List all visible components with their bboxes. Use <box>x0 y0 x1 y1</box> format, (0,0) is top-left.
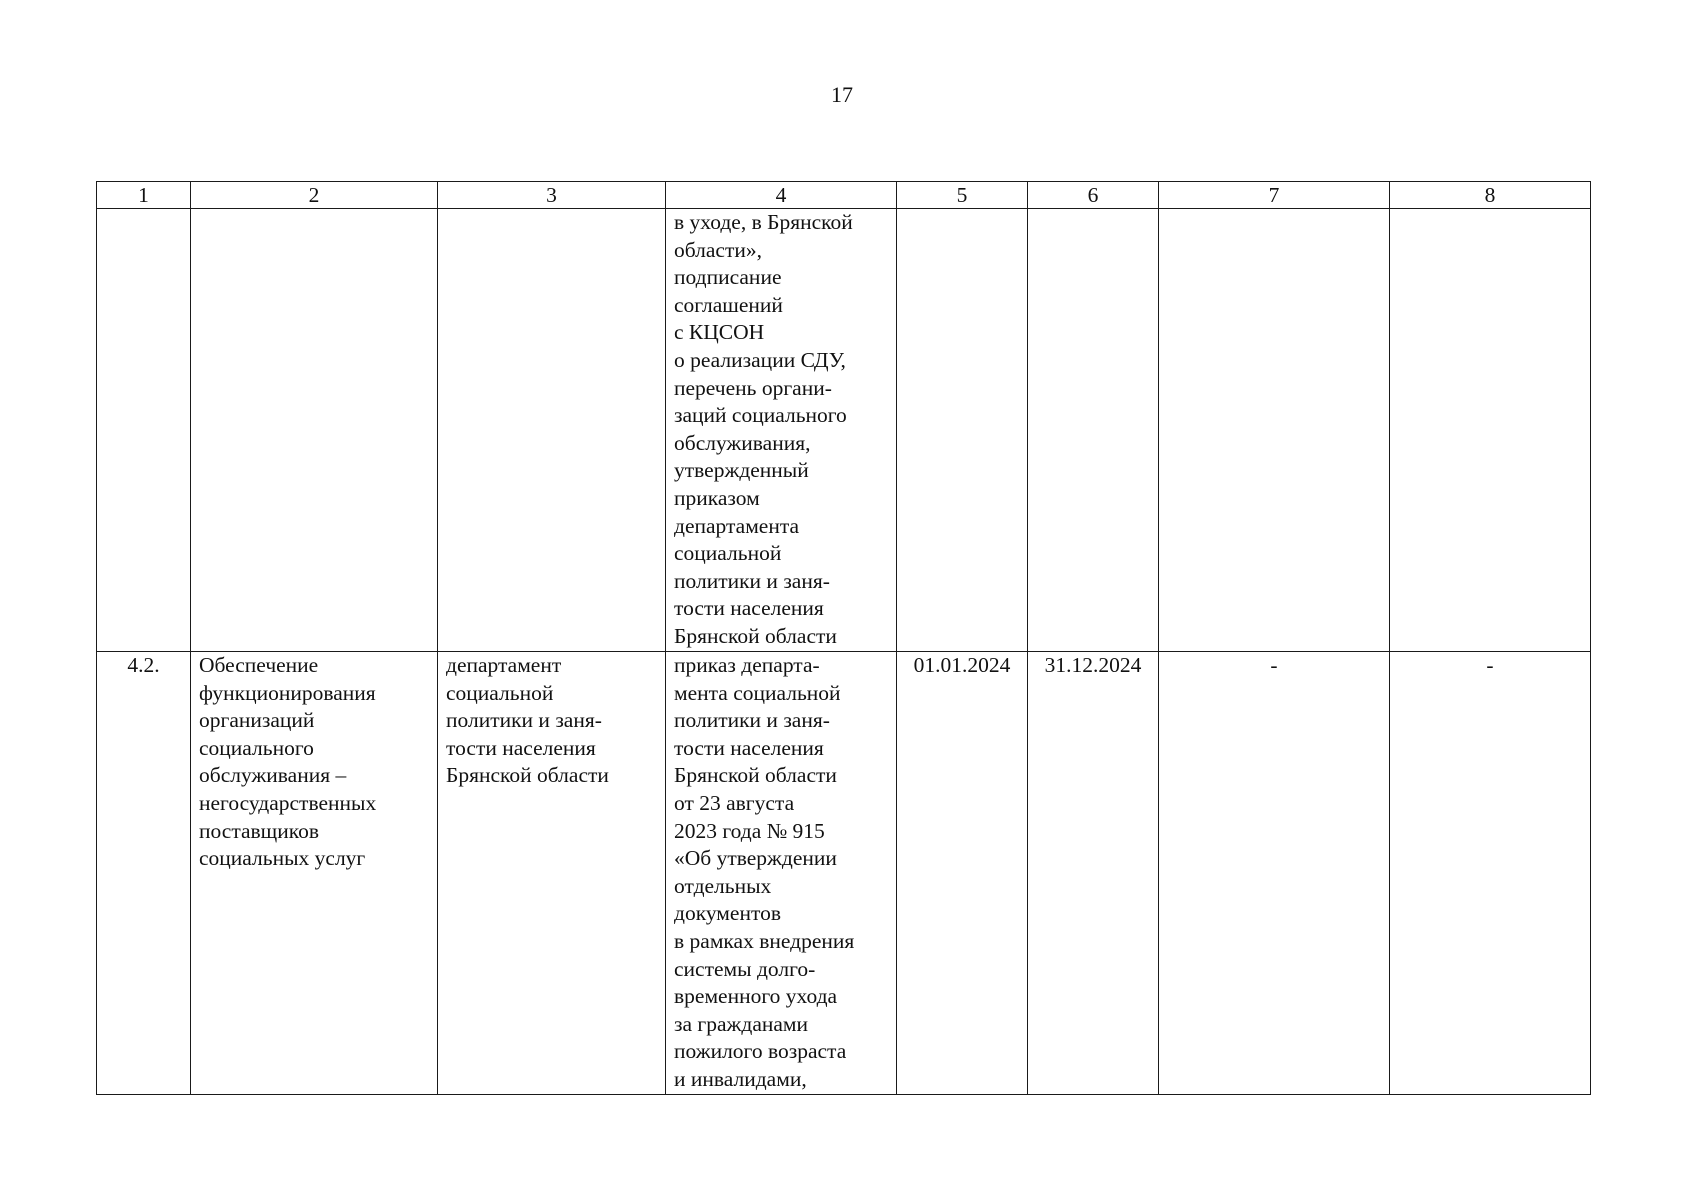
text-line: перечень органи- <box>674 375 832 400</box>
text-line: негосударственных <box>199 790 377 815</box>
text-line: департамента <box>674 513 800 538</box>
text-line: политики и заня- <box>674 568 830 593</box>
text-line: Обеспечение <box>199 653 319 677</box>
text-line: документов <box>674 901 781 926</box>
document-reference <box>674 652 888 1094</box>
text-line: в рамках внедрения <box>674 928 855 953</box>
table-cell-empty <box>1159 209 1390 652</box>
text-line: временного ухода <box>674 984 838 1009</box>
text-line: в уходе, в Брянской <box>674 210 853 234</box>
column-header: 4 <box>666 182 897 209</box>
table-header-row <box>97 182 1591 209</box>
text-line: социальных услуг <box>199 846 366 871</box>
text-line: приказом <box>674 485 760 510</box>
table-cell-empty <box>438 209 666 652</box>
table-cell-empty <box>897 209 1028 652</box>
text-line: социального <box>199 735 314 760</box>
text-line: подписание <box>674 265 782 290</box>
text-line: заций социального <box>674 403 847 428</box>
text-line: пожилого возраста <box>674 1039 847 1064</box>
text-line: с КЦСОН <box>674 320 765 345</box>
text-line: Брянской области <box>674 763 837 788</box>
text-line: и инвалидами, <box>674 1066 807 1091</box>
table-row-continuation <box>97 209 1591 652</box>
table-cell-empty <box>1390 209 1591 652</box>
text-line: за гражданами <box>674 1011 809 1036</box>
text-line: социальной <box>674 541 782 566</box>
column-header: 7 <box>1159 182 1390 209</box>
column-8-value: - <box>1390 652 1591 1095</box>
row-number: 4.2. <box>97 652 191 1095</box>
text-line: о реализации СДУ, <box>674 347 846 372</box>
continuation-document-text <box>674 209 888 651</box>
text-line: 2023 года № 915 <box>674 818 825 843</box>
document-table <box>96 181 1591 1095</box>
text-line: организаций <box>199 708 315 733</box>
column-7-value: - <box>1159 652 1390 1095</box>
end-date: 31.12.2024 <box>1028 652 1159 1095</box>
text-line: от 23 августа <box>674 790 795 815</box>
table-cell-document <box>666 652 897 1095</box>
text-line: утвержденный <box>674 458 809 483</box>
text-line: тости населения <box>446 735 596 760</box>
column-header: 3 <box>438 182 666 209</box>
column-header: 6 <box>1028 182 1159 209</box>
text-line: области», <box>674 237 762 262</box>
column-header: 1 <box>97 182 191 209</box>
start-date: 01.01.2024 <box>897 652 1028 1095</box>
text-line: департамент <box>446 653 562 677</box>
text-line: социальной <box>446 680 554 705</box>
text-line: системы долго- <box>674 956 816 981</box>
column-header: 2 <box>191 182 438 209</box>
table-cell-document <box>666 209 897 652</box>
page-number: 17 <box>831 82 853 107</box>
text-line: мента социальной <box>674 680 841 705</box>
column-header: 8 <box>1390 182 1591 209</box>
text-line: политики и заня- <box>674 708 830 733</box>
text-line: тости населения <box>674 596 824 621</box>
responsible-party <box>446 652 657 790</box>
table-cell-empty <box>191 209 438 652</box>
table-cell-activity <box>191 652 438 1095</box>
table-cell-empty <box>97 209 191 652</box>
text-line: «Об утверждении <box>674 846 837 871</box>
text-line: обслуживания, <box>674 430 811 455</box>
text-line: обслуживания – <box>199 763 347 788</box>
table-cell-empty <box>1028 209 1159 652</box>
text-line: поставщиков <box>199 818 320 843</box>
text-line: приказ департа- <box>674 653 820 677</box>
text-line: функционирования <box>199 680 376 705</box>
text-line: тости населения <box>674 735 824 760</box>
text-line: политики и заня- <box>446 708 602 733</box>
text-line: Брянской области <box>446 763 609 788</box>
text-line: соглашений <box>674 292 783 317</box>
column-header: 5 <box>897 182 1028 209</box>
text-line: Брянской области <box>674 623 837 648</box>
text-line: отдельных <box>674 873 772 898</box>
table-row-4-2 <box>97 652 1591 1095</box>
activity-name <box>199 652 429 873</box>
table-cell-responsible <box>438 652 666 1095</box>
